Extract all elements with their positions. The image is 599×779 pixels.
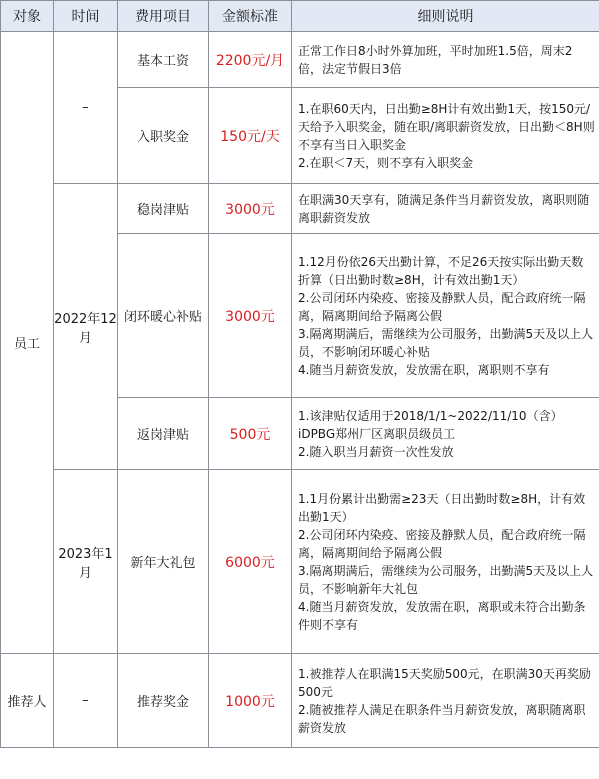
amount-cell: 2200元/月 (209, 32, 292, 88)
item-cell: 稳岗津贴 (118, 184, 209, 234)
detail-line: 4.随当月薪资发放，发放需在职，离职或未符合出勤条件则不享有 (298, 599, 586, 632)
amount-cell: 1000元 (209, 654, 292, 748)
amount-cell: 3000元 (209, 234, 292, 398)
group-employee: 员工 (1, 32, 54, 654)
detail-line: 2.公司闭环内染疫、密接及静默人员，配合政府统一隔离，隔离期间给予隔离公假 (298, 290, 586, 323)
detail-cell (292, 654, 599, 748)
item-cell: 新年大礼包 (118, 470, 209, 654)
header-amount: 金额标准 (209, 1, 292, 32)
item-cell: 推荐奖金 (118, 654, 209, 748)
detail-cell (292, 184, 599, 234)
detail-line: 1.1月份累计出勤需≥23天（日出勤时数≥8H，计有效出勤1天） (298, 491, 586, 524)
detail-line: 2.随被推荐人满足在职条件当月薪资发放，离职随离职薪资发放 (298, 702, 586, 735)
detail-line: 2.公司闭环内染疫、密接及静默人员，配合政府统一隔离，隔离期间给予隔离公假 (298, 527, 586, 560)
header-row (1, 1, 599, 32)
detail-line: 2.在职＜7天，则不享有入职奖金 (298, 155, 474, 170)
item-cell: 返岗津贴 (118, 398, 209, 470)
detail-cell (292, 398, 599, 470)
detail-line: 3.隔离期满后，需继续为公司服务，出勤满5天及以上人员，不影响闭环暖心补贴 (298, 326, 594, 359)
detail-line: 2.随入职当月薪资一次性发放 (298, 444, 454, 459)
time-cell: 2023年1月 (54, 470, 118, 654)
time-cell: 2022年12月 (54, 184, 118, 470)
item-cell: 闭环暖心补贴 (118, 234, 209, 398)
detail-cell (292, 470, 599, 654)
item-cell: 入职奖金 (118, 88, 209, 184)
amount-cell: 3000元 (209, 184, 292, 234)
detail-line: 在职满30天享有，随满足条件当月薪资发放，离职则随离职薪资发放 (298, 192, 590, 225)
header-item: 费用项目 (118, 1, 209, 32)
detail-line: 4.随当月薪资发放，发放需在职，离职则不享有 (298, 362, 550, 377)
amount-cell: 500元 (209, 398, 292, 470)
header-target: 对象 (1, 1, 54, 32)
detail-cell (292, 32, 599, 88)
item-cell: 基本工资 (118, 32, 209, 88)
amount-cell: 150元/天 (209, 88, 292, 184)
detail-line: 正常工作日8小时外算加班，平时加班1.5倍，周末2倍，法定节假日3倍 (298, 43, 573, 76)
detail-line: 1.该津贴仅适用于2018/1/1~2022/11/10（含）iDPBG郑州厂区离职员级员工 (298, 408, 563, 441)
table-row (1, 654, 599, 748)
header-time: 时间 (54, 1, 118, 32)
detail-line: 1.12月份依26天出勤计算，不足26天按实际出勤天数折算（日出勤时数≥8H，计有效出勤1天） (298, 254, 584, 287)
table-row (1, 470, 599, 654)
time-cell: – (54, 32, 118, 184)
detail-line: 3.隔离期满后，需继续为公司服务，出勤满5天及以上人员，不影响新年大礼包 (298, 563, 594, 596)
time-cell: – (54, 654, 118, 748)
group-recommender: 推荐人 (1, 654, 54, 748)
table-row (1, 184, 599, 234)
detail-line: 1.在职60天内，日出勤≥8H计有效出勤1天，按150元/天给予入职奖金，随在职/离职薪资发放，日出勤＜8H则不享有当日入职奖金 (298, 101, 595, 152)
amount-cell: 6000元 (209, 470, 292, 654)
header-details: 细则说明 (292, 1, 599, 32)
table-row (1, 32, 599, 88)
detail-line: 1.被推荐人在职满15天奖励500元，在职满30天再奖励500元 (298, 666, 591, 699)
detail-cell (292, 88, 599, 184)
detail-cell (292, 234, 599, 398)
